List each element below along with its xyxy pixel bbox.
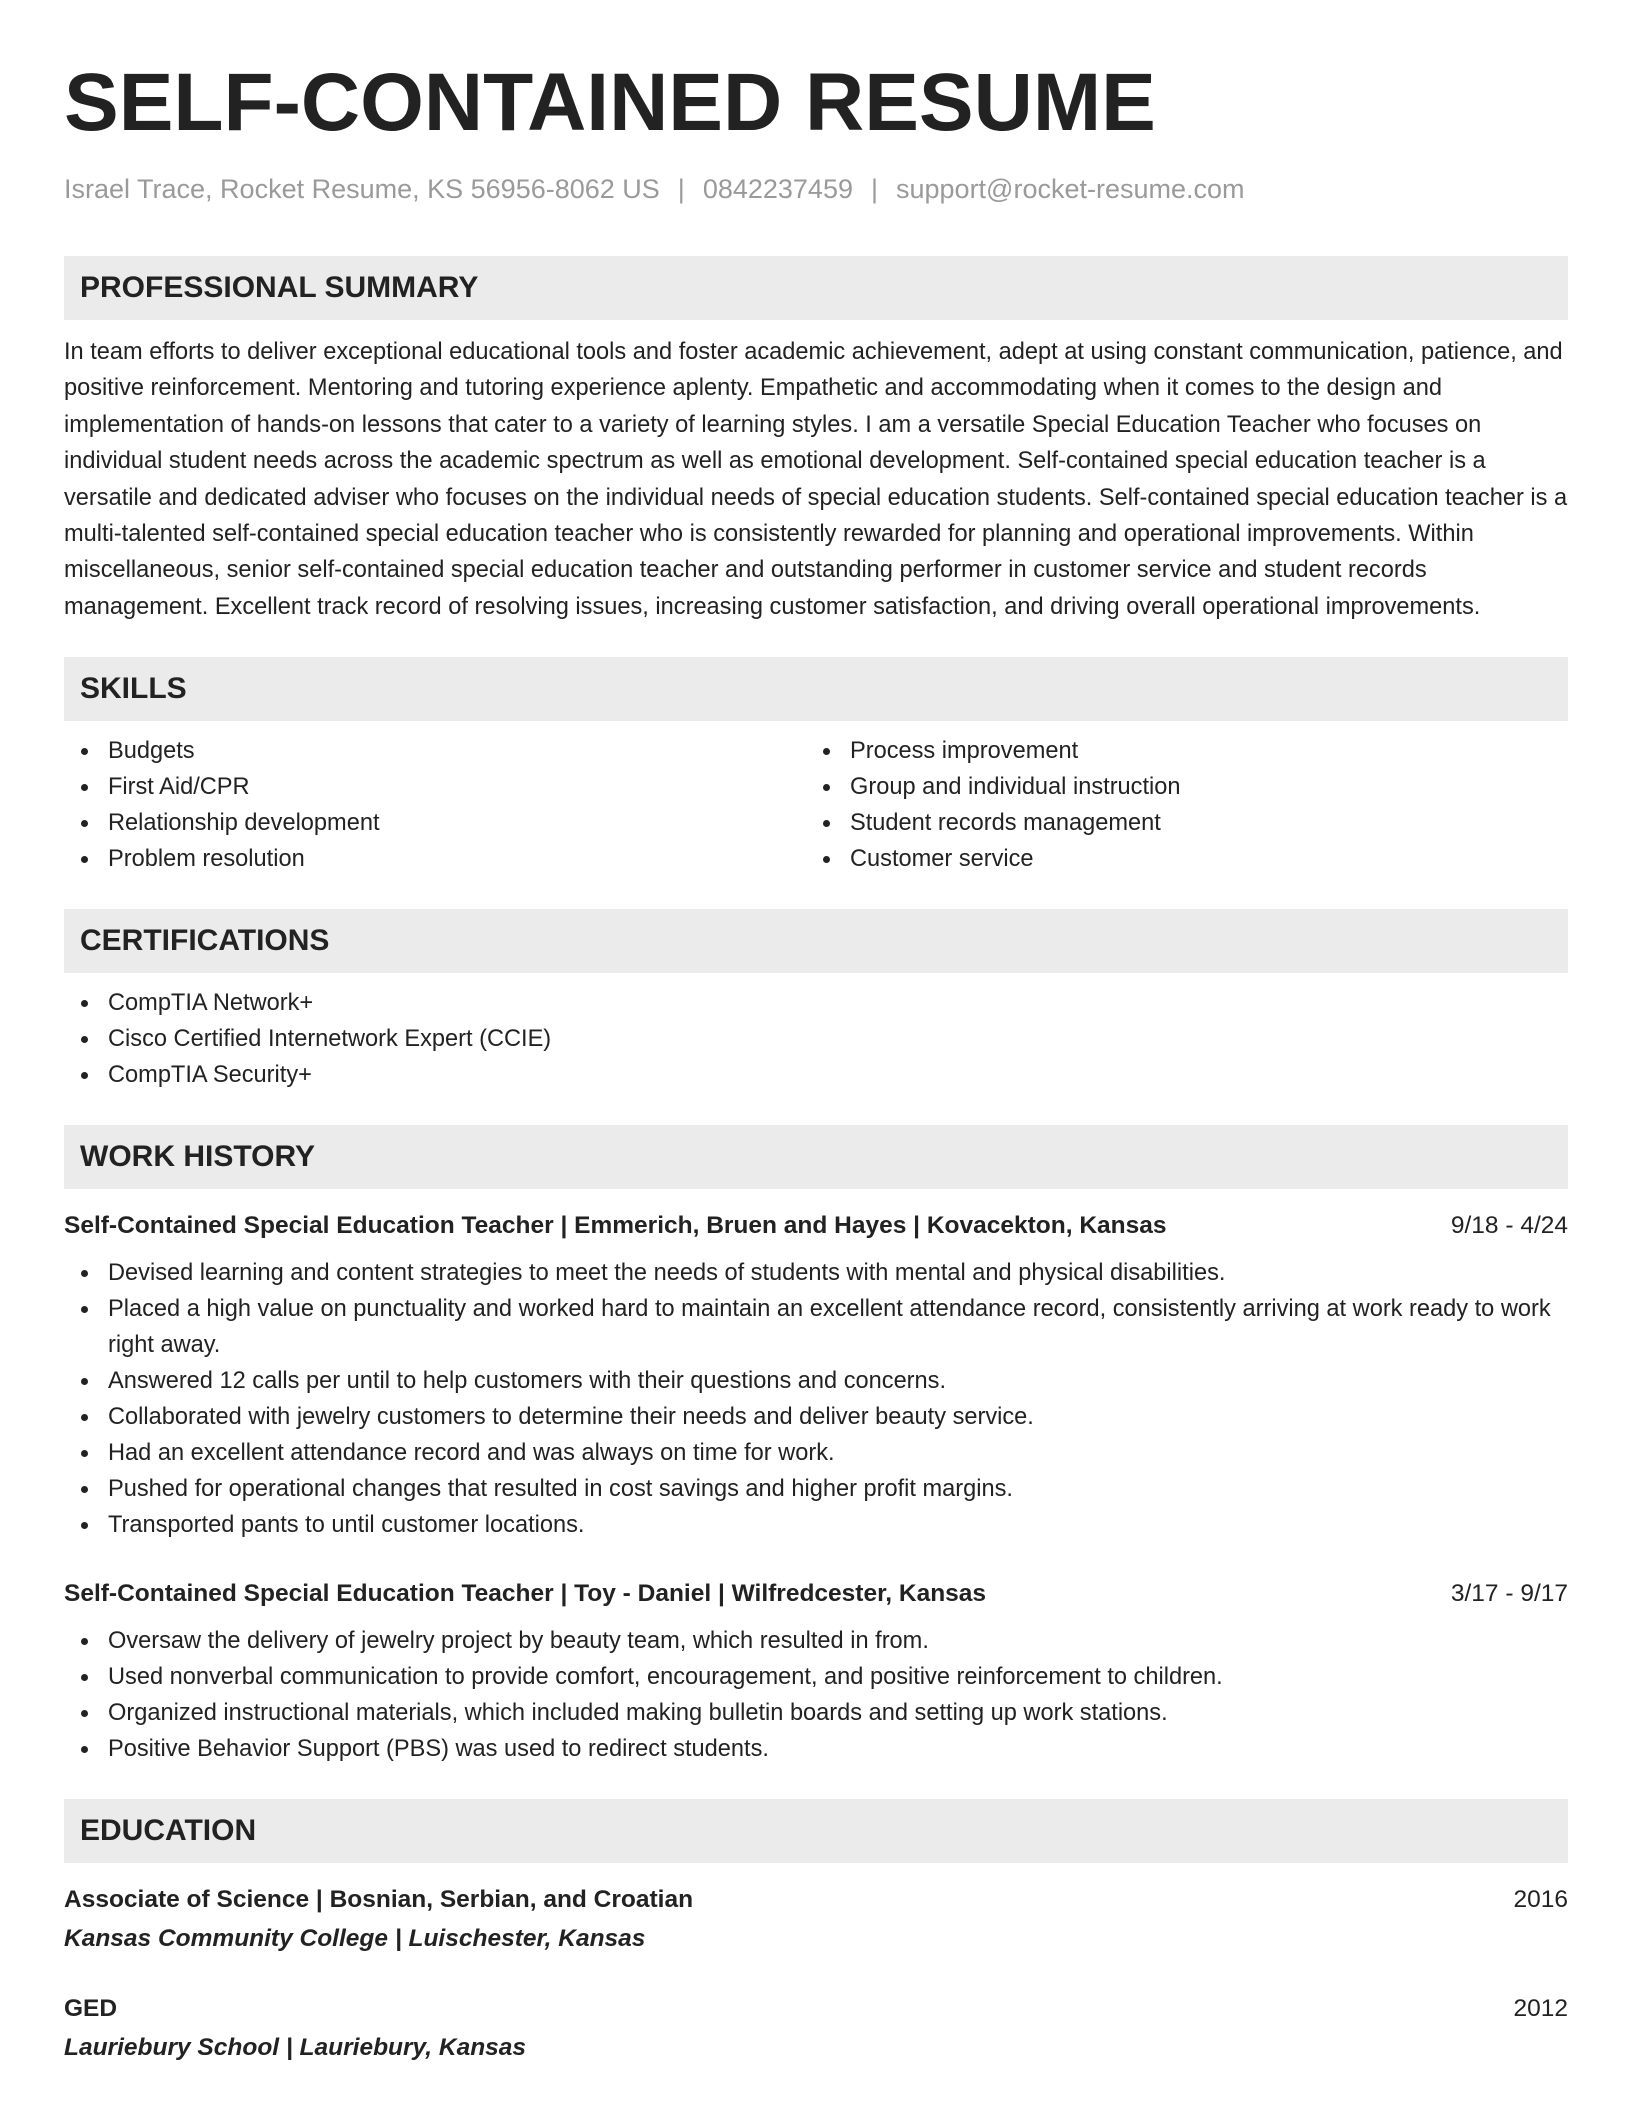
skill-item: Budgets — [64, 733, 806, 769]
contact-address: Israel Trace, Rocket Resume, KS 56956-8062 US — [64, 174, 660, 204]
job-bullet: Collaborated with jewelry customers to determine their needs and deliver beauty service. — [64, 1399, 1568, 1435]
job-bullet: Transported pants to until customer locations. — [64, 1507, 1568, 1543]
contact-email: support@rocket-resume.com — [896, 174, 1245, 204]
education-header — [64, 1992, 1568, 2026]
skill-item: Relationship development — [64, 805, 806, 841]
contact-separator: | — [677, 174, 685, 204]
skills-list-left — [64, 733, 806, 877]
job-bullet: Used nonverbal communication to provide comfort, encouragement, and positive reinforcement to children. — [64, 1659, 1568, 1695]
skill-item: First Aid/CPR — [64, 769, 806, 805]
education-degree: Associate of Science | Bosnian, Serbian, and Croatian — [64, 1886, 694, 1914]
skill-item: Customer service — [806, 841, 1548, 877]
contact-separator: | — [870, 174, 878, 204]
skill-item: Process improvement — [806, 733, 1548, 769]
education-school: Kansas Community College | Luischester, Kansas — [64, 1925, 646, 1953]
education-school: Lauriebury School | Lauriebury, Kansas — [64, 2034, 527, 2062]
section-header-summary: PROFESSIONAL SUMMARY — [64, 256, 1568, 320]
certification-item: Cisco Certified Internetwork Expert (CCIE) — [64, 1021, 1568, 1057]
section-header-education: EDUCATION — [64, 1799, 1568, 1863]
job-dates: 3/17 - 9/17 — [1450, 1580, 1568, 1608]
skill-item: Problem resolution — [64, 841, 806, 877]
summary-text: In team efforts to deliver exceptional educational tools and foster academic achievement, adept at using constant communication, patience, and positive reinforcement. Mentoring and tutoring experience aplenty. Empathetic and accommodating when it comes to the design and implementation of hands-on lessons that cater to a variety of learning styles. I am a versatile Special Education Teacher who focuses on individual student needs across the academic spectrum as well as emotional development. Self-contained special education teacher is a versatile and dedicated adviser who focuses on the individual needs of special education students. Self-contained special education teacher is a multi-talented self-contained special education teacher who is consistently rewarded for planning and operational improvements. Within miscellaneous, senior self-contained special education teacher and outstanding performer in customer service and student records management. Excellent track record of resolving issues, increasing customer satisfaction, and driving overall operational improvements. — [64, 339, 1568, 620]
job-bullet: Devised learning and content strategies to meet the needs of students with mental and physical disabilities. — [64, 1255, 1568, 1291]
resume-title: SELF-CONTAINED RESUME — [64, 57, 1156, 148]
job-title: Self-Contained Special Education Teacher | Emmerich, Bruen and Hayes | Kovacekton, Kansas — [64, 1212, 1167, 1240]
job-bullet: Positive Behavior Support (PBS) was used to redirect students. — [64, 1731, 1568, 1767]
education-year: 2016 — [1513, 1886, 1568, 1914]
section-header-work-history: WORK HISTORY — [64, 1125, 1568, 1189]
job-title: Self-Contained Special Education Teacher | Toy - Daniel | Wilfredcester, Kansas — [64, 1580, 987, 1608]
certification-item: CompTIA Security+ — [64, 1057, 1568, 1093]
job-header — [64, 1209, 1568, 1243]
job-dates: 9/18 - 4/24 — [1450, 1212, 1568, 1240]
education-degree: GED — [64, 1995, 118, 2023]
contact-line — [64, 172, 1568, 206]
job-bullets — [64, 1623, 1568, 1767]
job-bullet: Placed a high value on punctuality and worked hard to maintain an excellent attendance record, consistently arriving at work ready to work right away. — [64, 1291, 1568, 1363]
skills-list-right — [806, 733, 1548, 877]
certifications-list — [64, 985, 1568, 1093]
section-header-certifications: CERTIFICATIONS — [64, 909, 1568, 973]
education-header — [64, 1883, 1568, 1917]
section-header-skills: SKILLS — [64, 657, 1568, 721]
certification-item: CompTIA Network+ — [64, 985, 1568, 1021]
job-bullet: Pushed for operational changes that resulted in cost savings and higher profit margins. — [64, 1471, 1568, 1507]
job-bullet: Answered 12 calls per until to help customers with their questions and concerns. — [64, 1363, 1568, 1399]
skill-item: Student records management — [806, 805, 1548, 841]
contact-phone: 0842237459 — [702, 174, 853, 204]
job-bullet: Organized instructional materials, which included making bulletin boards and setting up work stations. — [64, 1695, 1568, 1731]
skills-grid — [64, 733, 1568, 877]
education-year: 2012 — [1513, 1995, 1568, 2023]
job-bullet: Had an excellent attendance record and was always on time for work. — [64, 1435, 1568, 1471]
skill-item: Group and individual instruction — [806, 769, 1548, 805]
job-bullet: Oversaw the delivery of jewelry project by beauty team, which resulted in from. — [64, 1623, 1568, 1659]
job-header — [64, 1577, 1568, 1611]
job-bullets — [64, 1255, 1568, 1543]
